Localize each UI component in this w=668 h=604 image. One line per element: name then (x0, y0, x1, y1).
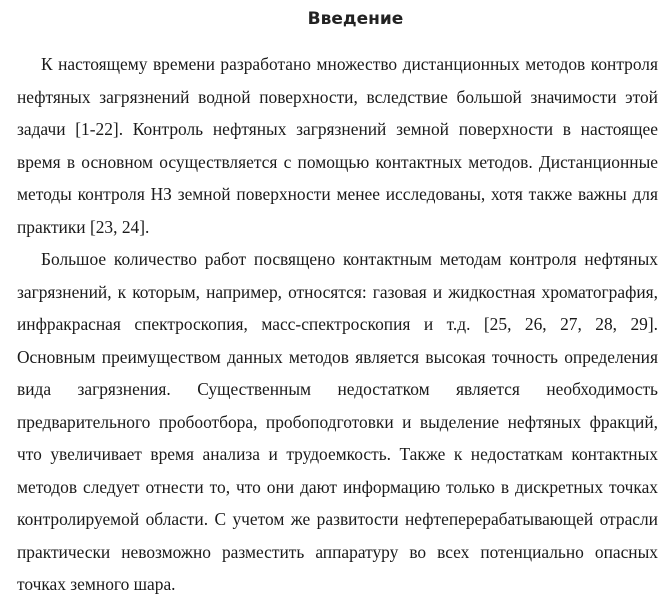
paragraph-contact-methods: Большое количество работ посвящено контактным методам контроля нефтяных загрязнений, к которым, например, относятся: газовая и жидкостная хроматография, инфракрасная спектроскопия, масс-спектроскопия и т.д. [25, 26, 27, 28, 29]. Основным преимуществом данных методов является высокая точность определения вида загрязнения. Существенным недостатком является необходимость предварительного пробоотбора, пробоподготовки и выделение нефтяных фракций, что увеличивает время анализа и трудоемкость. Также к недостаткам контактных методов следует отнести то, что они дают информацию только в дискретных точках контролируемой области. С учетом же развитости нефтеперерабатывающей отрасли практически невозможно разместить аппаратуру во всех потенциально опасных точках земного шара. (17, 249, 658, 594)
document-page (17, 0, 658, 601)
section-title: Введение (307, 9, 404, 29)
paragraph-intro: К настоящему времени разработано множество дистанционных методов контроля нефтяных загрязнений водной поверхности, вследствие большой значимости этой задачи [1-22]. Контроль нефтяных загрязнений земной поверхности в настоящее время в основном осуществляется с помощью контактных методов. Дистанционные методы контроля НЗ земной поверхности менее исследованы, хотя также важны для практики [23, 24]. (17, 54, 658, 237)
